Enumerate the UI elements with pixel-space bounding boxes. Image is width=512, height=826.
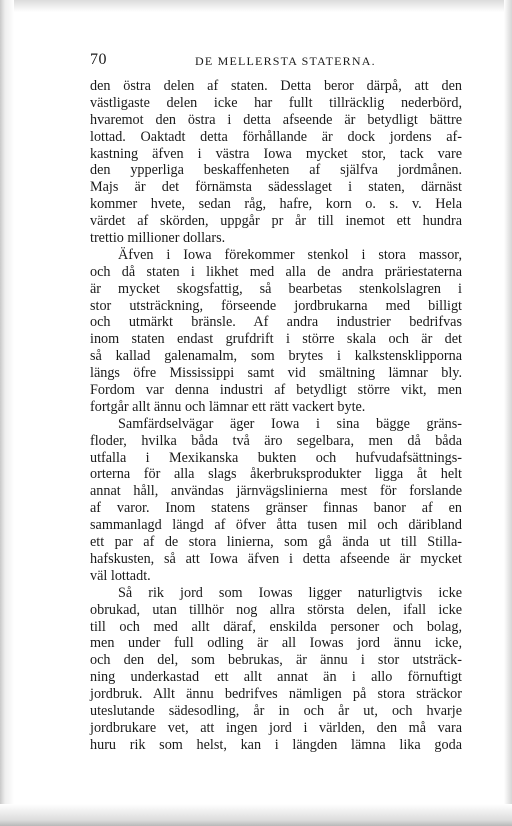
text-line: trettio millioner dollars. [90, 230, 226, 247]
text-line: hvaremot den östra i detta afseende är betydligt bättre [90, 111, 462, 128]
text-line: utfalla i Mexikanska bukten och hufvudafsättnings- [90, 449, 462, 466]
running-head: DE MELLERSTA STATERNA. [195, 54, 376, 68]
text-line: uteslutande sädesodling, år in och år ut, och hvarje [90, 702, 462, 719]
text-line: orterna för alla slags åkerbruksprodukter ligga åt helt [90, 466, 462, 483]
text-line: kastning äfven i västra Iowa mycket stor, tack vare [90, 145, 462, 162]
text-line: värdet af skörden, uppgår pr år till inemot ett hundra [90, 213, 462, 230]
text-line: Fordom var denna industri af betydligt större vikt, men [90, 382, 462, 399]
text-line: af varor. Inom statens gränser finnas banor af en [90, 500, 462, 517]
text-line: fortgår allt ännu och lämnar ett rätt vackert byte. [90, 398, 366, 415]
text-line: är mycket skogsfattig, så bearbetas stenkolslagren i [90, 280, 462, 297]
text-line: jordbrukare vet, att ingen jord i världen, den må vara [90, 719, 462, 736]
text-line: inom staten endast grufdrift i större skala och är det [90, 331, 462, 348]
text-line: till och med allt däraf, enskilda personer och bolag, [90, 618, 462, 635]
text-line: annat håll, användas järnvägslinierna mest för forslande [90, 483, 462, 500]
text-line: väl lottadt. [90, 567, 151, 584]
body-text [90, 78, 462, 754]
text-line: och utmärkt bränsle. Af andra industrier bedrifvas [90, 314, 462, 331]
text-line: stor utsträckning, förseende jordbrukarna med billigt [90, 297, 462, 314]
text-line: jordbruk. Allt ännu bedrifves nämligen på stora sträckor [90, 686, 462, 703]
paragraph [90, 247, 462, 416]
text-line: huru rik som helst, kan i längden lämna lika goda [90, 736, 462, 753]
paragraph [90, 78, 462, 247]
text-line: men under full odling är all Iowas jord ännu icke, [90, 635, 462, 652]
page-number: 70 [90, 51, 107, 68]
text-line: längs öfre Mississippi samt vid smältning lämnar bly. [90, 365, 462, 382]
text-line: och då staten i likhet med alla de andra präriestaterna [90, 263, 462, 280]
text-line: lottad. Oaktadt detta förhållande är dock jordens af- [90, 128, 462, 145]
paragraph [90, 585, 462, 754]
text-line: kommer hvete, sedan råg, hafre, korn o. s. v. Hela [90, 196, 462, 213]
text-line: Så rik jord som Iowas ligger naturligtvis icke [118, 584, 462, 601]
text-line: den östra delen af staten. Detta beror därpå, att den [90, 78, 462, 94]
text-line: så kallad galenamalm, som brytes i kalkstensklipporna [90, 348, 462, 365]
page-edge-shadow-right [504, 0, 512, 826]
text-line: obrukad, utan tillhör nog allra största delen, ifall icke [90, 601, 462, 618]
page-edge-shadow-top [0, 0, 512, 12]
text-line: floder, hvilka båda två äro segelbara, men då båda [90, 432, 462, 449]
page-header [90, 50, 462, 70]
text-line: den ypperliga beskaffenheten af själfva jordmånen. [90, 162, 462, 179]
text-line: Majs är det förnämsta sädesslaget i staten, därnäst [90, 179, 462, 196]
text-line: och den del, som bebrukas, är ännu i stor utsträck- [90, 652, 462, 669]
paragraph [90, 416, 462, 585]
page-edge-shadow-left [0, 0, 14, 826]
text-line: västligaste delen icke har fullt tillräcklig nederbörd, [90, 94, 462, 111]
text-line: hafskusten, så att Iowa äfven i detta afseende är mycket [90, 550, 462, 567]
text-line: Äfven i Iowa förekommer stenkol i stora massor, [118, 246, 462, 263]
text-line: ett par af de stora linierna, som gå ända ut till Stilla- [90, 534, 462, 551]
text-line: Samfärdselvägar äger Iowa i sina bägge gräns- [118, 415, 462, 432]
text-line: sammanlagd längd af öfver åtta tusen mil och däribland [90, 517, 462, 534]
text-line: ning underkastad ett allt annat än i allo förnuftigt [90, 669, 462, 686]
page-edge-shadow-bottom [0, 804, 512, 826]
